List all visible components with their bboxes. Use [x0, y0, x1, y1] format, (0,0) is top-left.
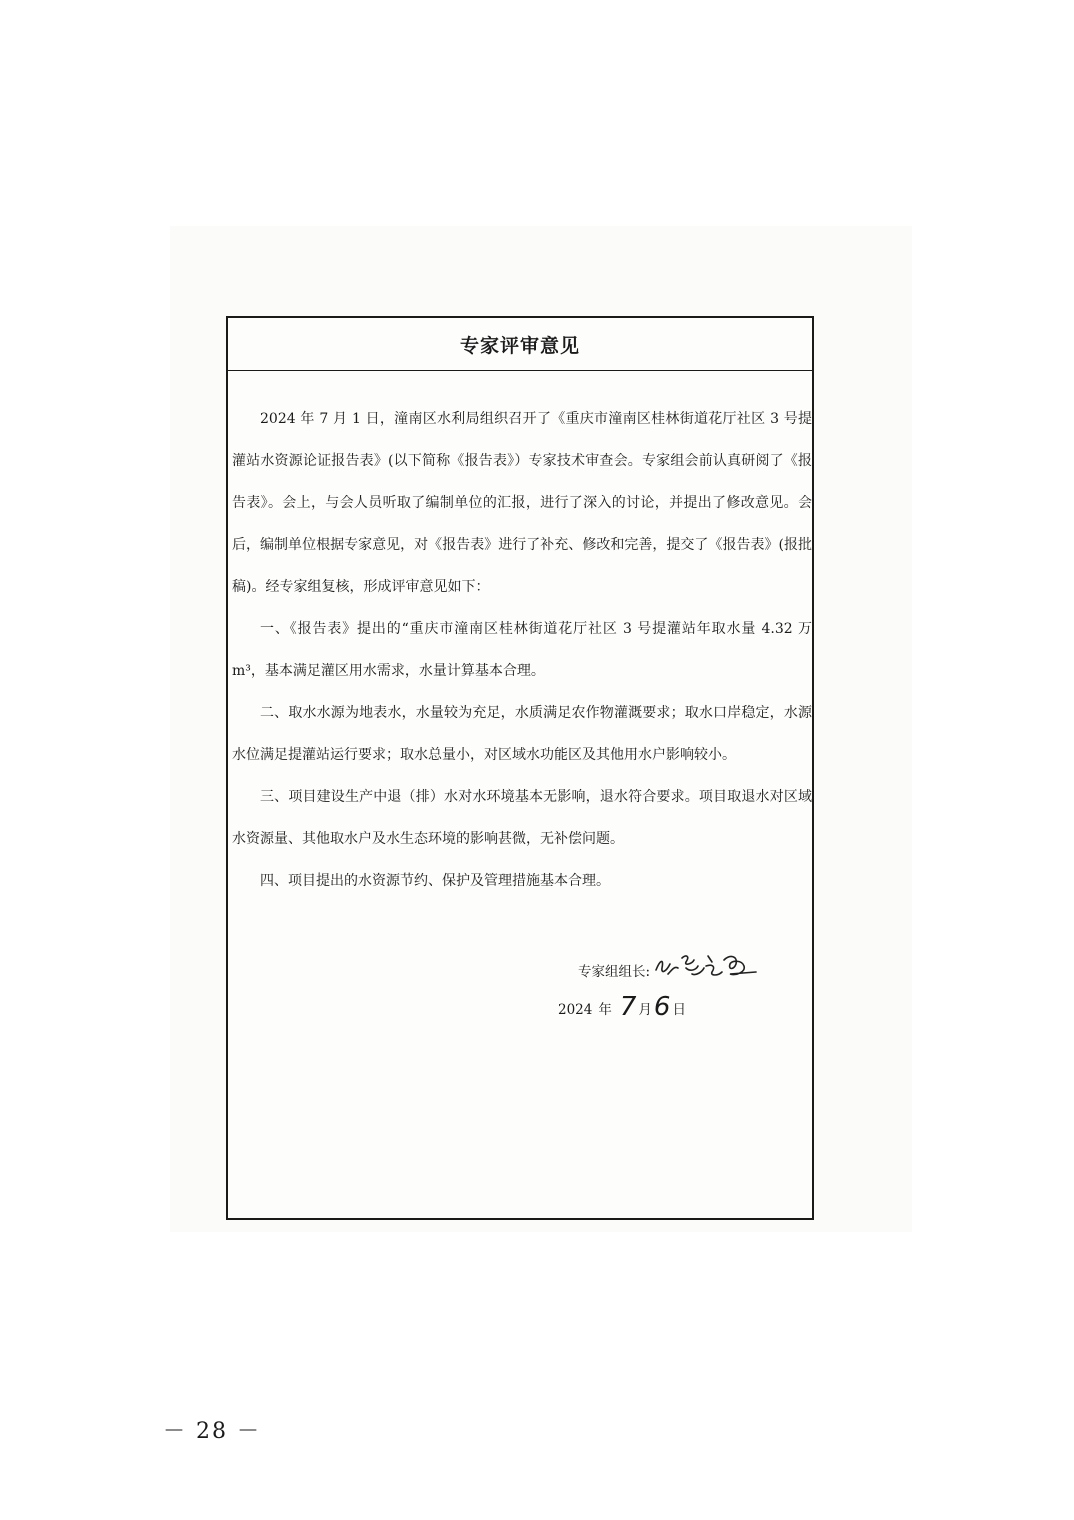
- paragraph-item-3: 三、项目建设生产中退（排）水对水环境基本无影响，退水符合要求。项目取退水对区域水资源量、其他取水户及水生态环境的影响甚微，无补偿问题。: [232, 789, 812, 847]
- date-month-suffix: 月: [638, 1002, 652, 1018]
- paragraph-item-2: 二、取水水源为地表水，水量较为充足，水质满足农作物灌溉要求；取水口岸稳定，水源水位满足提灌站运行要求；取水总量小，对区域水功能区及其他用水户影响较小。: [232, 705, 812, 763]
- handwritten-signature: [652, 948, 762, 982]
- date-day-suffix: 日: [672, 1002, 686, 1018]
- signature-block: [558, 948, 762, 1022]
- date-year-suffix: 年: [598, 1002, 612, 1018]
- paragraph-item-1: 一、《报告表》提出的“重庆市潼南区桂林街道花厅社区 3 号提灌站年取水量 4.32 万 m³，基本满足灌区用水需求，水量计算基本合理。: [232, 621, 812, 679]
- page-number: － 28 －: [163, 1419, 261, 1444]
- paragraph-intro: 2024 年 7 月 1 日，潼南区水利局组织召开了《重庆市潼南区桂林街道花厅社区 3 号提灌站水资源论证报告表》(以下简称《报告表》）专家技术审查会。专家组会前认真研阅了《报告表》。会上，与会人员听取了编制单位的汇报，进行了深入的讨论，并提出了修改意见。会后，编制单位根据专家意见，对《报告表》进行了补充、修改和完善，提交了《报告表》(报批稿)。经专家组复核，形成评审意见如下：: [232, 411, 812, 595]
- opinion-title: 专家评审意见: [228, 318, 812, 371]
- signature-date: [558, 994, 762, 1020]
- date-year: 2024: [558, 1002, 593, 1018]
- date-day: 6: [653, 992, 671, 1022]
- date-month: 7: [619, 992, 637, 1022]
- opinion-body: [232, 398, 812, 902]
- signature-label: 专家组组长:: [578, 964, 651, 980]
- paragraph-item-4: 四、项目提出的水资源节约、保护及管理措施基本合理。: [260, 873, 610, 889]
- review-opinion-box: [226, 316, 814, 1220]
